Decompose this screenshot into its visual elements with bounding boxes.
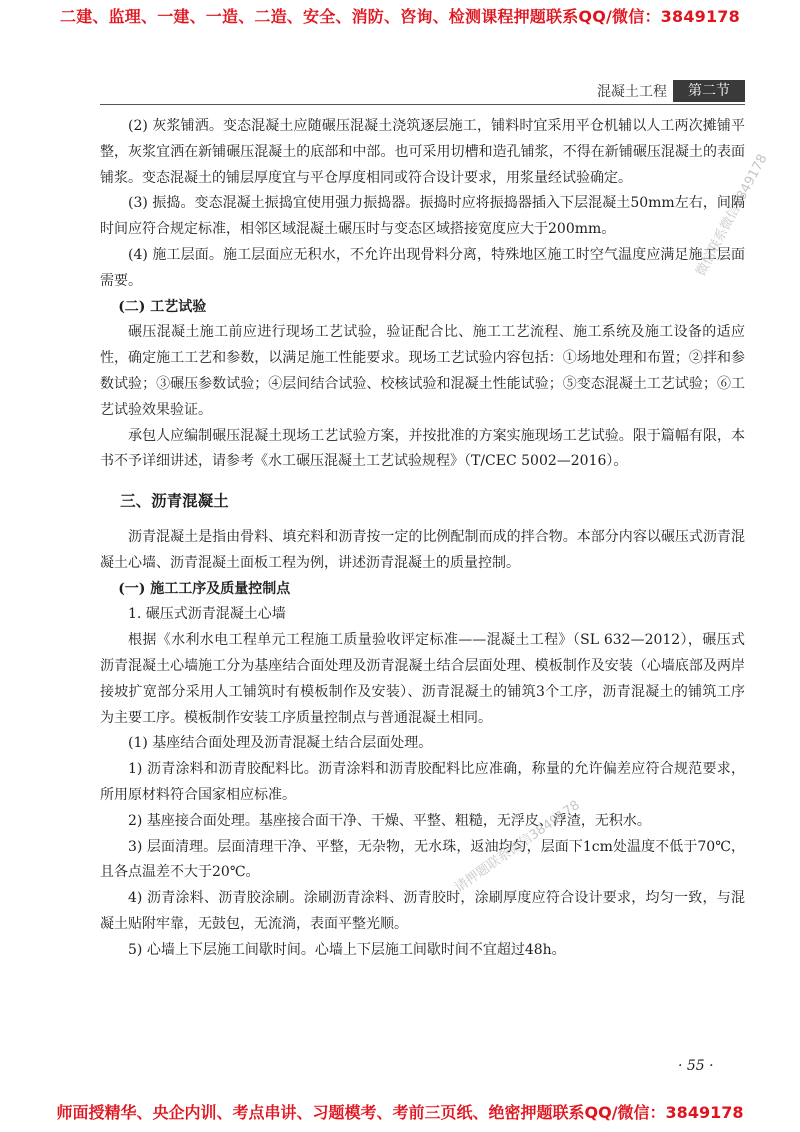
page-body: [100, 114, 745, 964]
running-title: 混凝土工程: [597, 84, 667, 100]
watermark-text: 微信联系微信3849178: [693, 151, 771, 279]
page-header: [100, 80, 745, 102]
heading-core-wall: 1. 碾压式沥青混凝土心墙: [128, 606, 286, 623]
paragraph-coating: 4) 沥青涂料、沥青胶涂刷。涂刷沥青涂料、沥青胶时，涂刷厚度应符合设计要求，均匀一致，与混凝土贴附牢靠，无鼓包，无流淌，表面平整光顺。: [100, 890, 745, 932]
paragraph-process-test: 碾压混凝土施工前应进行现场工艺试验，验证配合比、施工工艺流程、施工系统及施工设备的适应性，确定施工工艺和参数，以满足施工性能要求。现场工艺试验内容包括：①场地处理和布置；②拌和参数试验；③碾压参数试验；④层间结合试验、校核试验和混凝土性能试验；⑤变态混凝土工艺试验；⑥工艺试验效果验证。: [100, 324, 745, 418]
paragraph-grout-spreading: (2) 灰浆铺洒。变态混凝土应随碾压混凝土浇筑逐层施工，铺料时宜采用平仓机辅以人工两次摊铺平整，灰浆宜洒在新铺碾压混凝土的底部和中部。也可采用切槽和造孔铺浆，不得在新铺碾压混凝土的表面铺浆。变态混凝土的铺层厚度宜与平仓厚度相同或符合设计要求，用浆量经试验确定。: [100, 118, 745, 186]
header-rule: [100, 104, 745, 105]
heading-procedures: (一) 施工工序及质量控制点: [118, 580, 291, 597]
paragraph-test-plan: 承包人应编制碾压混凝土现场工艺试验方案，并按批准的方案实施现场工艺试验。限于篇幅有限，本书不予详细讲述，请参考《水工碾压混凝土工艺试验规程》（T/CEC 5002—2016）。: [100, 427, 745, 470]
paragraph-construction-layer: (4) 施工层面。施工层面应无积水，不允许出现骨料分离，特殊地区施工时空气温度应满足施工层面需要。: [100, 246, 745, 289]
bottom-promo-banner: 师面授精华、央企内训、考点串讲、习题模考、考前三页纸、绝密押题联系QQ/微信：3849178: [56, 1103, 744, 1122]
paragraph-base-joint: 2) 基座接合面处理。基座接合面干净、干燥、平整、粗糙，无浮皮、浮渣，无积水。: [128, 812, 651, 829]
heading-process-test: (二) 工艺试验: [118, 298, 207, 315]
paragraph-base-treatment: (1) 基座结合面处理及沥青混凝土结合层面处理。: [128, 735, 433, 752]
watermark-text: 请押题联系微信3849178: [452, 797, 583, 896]
heading-asphalt-concrete: 三、沥青混凝土: [120, 492, 229, 511]
top-promo-banner: 二建、监理、一建、一造、二造、安全、消防、咨询、检测课程押题联系QQ/微信：3849178: [60, 7, 740, 26]
paragraph-vibration: (3) 振捣。变态混凝土振捣宜使用强力振捣器。振捣时应将振捣器插入下层混凝土50mm左右，间隔时间应符合规定标准，相邻区域混凝土碾压时与变态区域搭接宽度应大于200mm。: [100, 195, 745, 238]
paragraph-interval: 5) 心墙上下层施工间歇时间。心墙上下层施工间歇时间不宜超过48h。: [128, 941, 566, 958]
section-label: 第二节: [673, 80, 745, 102]
page-number: · 55 ·: [678, 1058, 714, 1074]
paragraph-mix-ratio: 1) 沥青涂料和沥青胶配料比。沥青涂料和沥青胶配料比应准确，称量的允许偏差应符合规范要求，所用原材料符合国家相应标准。: [100, 761, 745, 803]
paragraph-layer-cleaning: 3) 层面清理。层面清理干净、平整，无杂物，无水珠，返油均匀，层面下1cm处温度不低于70℃，且各点温差不大于20℃。: [100, 838, 745, 881]
paragraph-core-wall-standard: 根据《水利水电工程单元工程施工质量验收评定标准——混凝土工程》（SL 632—2012），碾压式沥青混凝土心墙施工分为基座结合面处理及沥青混凝土结合层面处理、模板制作及安装（心墙底部及两岸接坡扩宽部分采用人工铺筑时有模板制作及安装）、沥青混凝土的铺筑3个工序，沥青混凝土的铺筑工序为主要工序。模板制作安装工序质量控制点与普通混凝土相同。: [100, 632, 745, 726]
paragraph-asphalt-definition: 沥青混凝土是指由骨料、填充料和沥青按一定的比例配制而成的拌合物。本部分内容以碾压式沥青混凝土心墙、沥青混凝土面板工程为例，讲述沥青混凝土的质量控制。: [100, 528, 745, 571]
